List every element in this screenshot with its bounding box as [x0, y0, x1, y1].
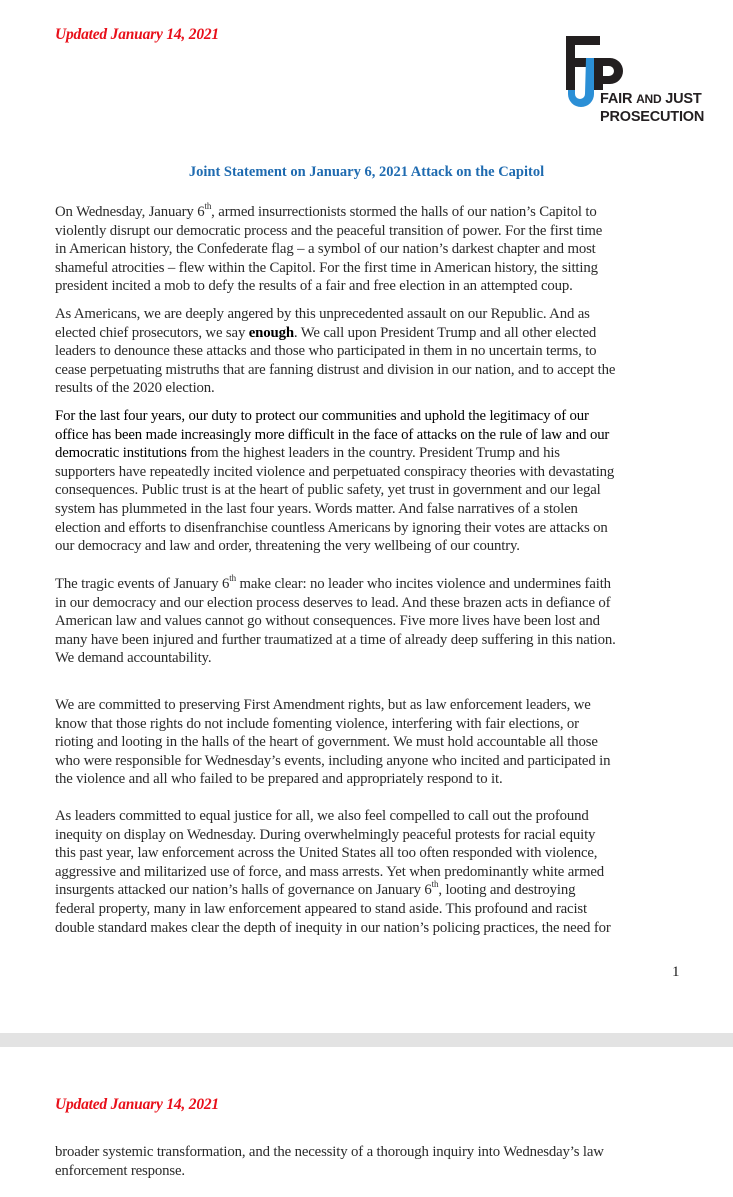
paragraph-3: For the last four years, our duty to protect our communities and uphold the legitimacy of our office has been made increasingly more difficult in the face of attacks on the rule of law and our democratic institutions from the highest leaders in the country. President Trump and his supporters have repeatedly incited violence and perpetuated conspiracy theories with devastating consequences. Public trust is at the heart of public safety, yet trust in government and our legal system has plummeted in the last four years. Words matter. And false narratives of a stolen election and efforts to disenfranchise countless Americans by ignoring their votes are attacks on our democracy and law and order, threatening the very wellbeing of our country. — [55, 408, 615, 555]
logo-text-line2: PROSECUTION — [600, 109, 705, 125]
page-number: 1 — [672, 964, 680, 980]
paragraph-6: As leaders committed to equal justice for all, we also feel compelled to call out the profound inequity on display on Wednesday. During overwhelmingly peaceful protests for racial equity this past year, law enforcement across the United States all too often responded with violence, aggressive and militarized use of force, and mass arrests. Yet when predominantly white armed insurgents attacked our nation’s halls of governance on January 6th, looting and destroying federal property, many in law enforcement appeared to stand aside. This profound and racist double standard makes clear the depth of inequity in our nation’s policing practices, the need for — [55, 808, 611, 936]
update-notice-page-2: Updated January 14, 2021 — [55, 1096, 219, 1113]
paragraph-2: As Americans, we are deeply angered by this unprecedented assault on our Republic. And as elected chief prosecutors, we say enough. We call upon President Trump and all other elected leaders to denounce these attacks and those who participated in them in no uncertain terms, to cease perpetuating mistruths that are fanning distrust and division in our nation, and to accept the results of the 2020 election. — [55, 306, 616, 397]
paragraph-4: The tragic events of January 6th make clear: no leader who incites violence and undermines faith in our democracy and our election process deserves to lead. And these brazen acts in defiance of American law and values cannot go without consequences. Five more lives have been lost and many have been injured and further traumatized at a time of already deep suffering in this nation. We demand accountability. — [55, 573, 616, 667]
update-notice: Updated January 14, 2021 — [55, 26, 219, 43]
emphasis-enough: enough — [248, 324, 294, 341]
statement-title: Joint Statement on January 6, 2021 Attack on the Capitol — [188, 164, 545, 180]
page-separator — [0, 1033, 733, 1047]
paragraph-5: We are committed to preserving First Amendment rights, but as law enforcement leaders, we know that those rights do not include fomenting violence, interfering with fair elections, or rioting and looting in the halls of the heart of government. We must hold accountable all those who were responsible for Wednesday’s events, including anyone who incited and participated in the violence and all who failed to be prepared and appropriately respond to it. — [55, 697, 611, 788]
fair-and-just-prosecution-logo — [566, 36, 726, 131]
paragraph-7: broader systemic transformation, and the necessity of a thorough inquiry into Wednesday’s law enforcement response. — [55, 1144, 604, 1179]
logo-text-line1: FAIR AND JUST — [600, 91, 702, 107]
paragraph-1: On Wednesday, January 6th, armed insurrectionists stormed the halls of our nation’s Capitol to violently disrupt our democratic process and the peaceful transition of power. For the first time in American history, the Confederate flag – a symbol of our nation’s darkest chapter and most shameful atrocities – flew within the Capitol. For the first time in American history, the sitting president incited a mob to defy the results of a fair and free election in an attempted coup. — [55, 201, 603, 295]
